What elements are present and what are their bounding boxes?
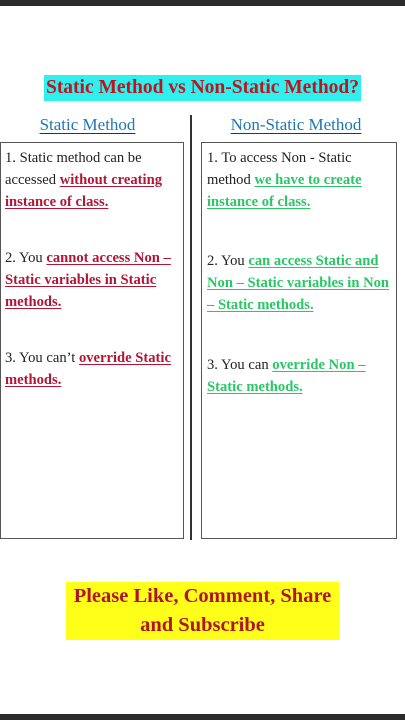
- non-static-method-heading: Non-Static Method: [230, 115, 362, 134]
- item-text: 1. Static method can be accessed: [5, 150, 142, 188]
- non-static-point-2: [207, 250, 396, 316]
- item-text: 2. You: [207, 253, 249, 269]
- static-point-3: [5, 347, 183, 391]
- subscribe-banner: Please Like, Comment, Share and Subscribe: [66, 582, 339, 640]
- item-highlight: cannot access Non – Static variables in Static methods.: [5, 250, 171, 310]
- item-highlight: can access Static and Non – Static variables in Non – Static methods.: [207, 253, 390, 313]
- non-static-point-3: [207, 354, 396, 398]
- title-container: [0, 75, 405, 101]
- item-text: 3. You can: [207, 357, 273, 373]
- item-highlight: override Non – Static methods.: [207, 357, 366, 395]
- item-highlight: override Static methods.: [5, 350, 171, 388]
- static-point-2: [5, 247, 183, 313]
- item-text: 2. You: [5, 250, 47, 266]
- footer-container: [0, 582, 405, 640]
- bottom-bar: [0, 714, 405, 720]
- top-bar: [0, 0, 405, 6]
- item-highlight: we have to create instance of class.: [207, 172, 362, 210]
- static-method-box: [0, 142, 184, 539]
- static-point-1: [5, 147, 183, 213]
- item-highlight: without creating instance of class.: [5, 172, 162, 210]
- non-static-point-1: [207, 147, 396, 213]
- non-static-method-box: [201, 142, 397, 539]
- item-text: 1. To access Non - Static method: [207, 150, 352, 188]
- static-method-heading: Static Method: [39, 115, 136, 134]
- column-divider: [190, 115, 192, 540]
- item-text: 3. You can’t: [5, 350, 79, 366]
- page-title: Static Method vs Non-Static Method?: [44, 75, 361, 101]
